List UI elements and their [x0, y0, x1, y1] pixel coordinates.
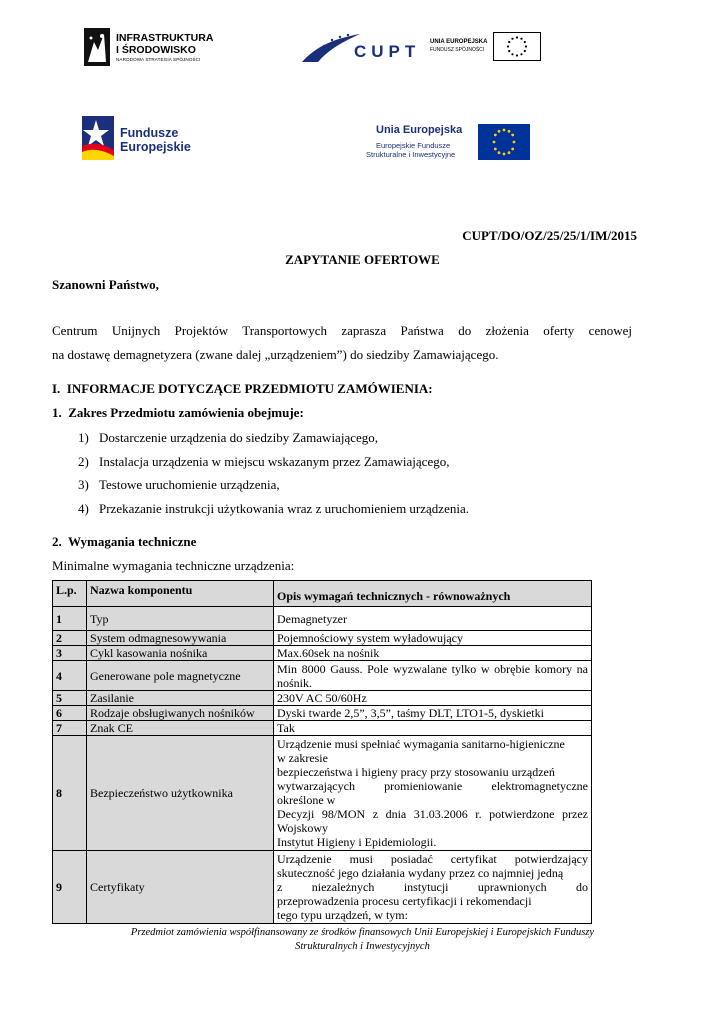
- desc-line: z niezależnych instytucji uprawnionych do: [277, 880, 588, 894]
- list-item-number: 2): [78, 453, 89, 469]
- row-desc: Min 8000 Gauss. Pole wyzwalane tylko w obrębie komory na nośnik.: [274, 661, 592, 691]
- logo-cupt: [302, 30, 421, 64]
- logo-unia-europejska: [366, 122, 534, 162]
- desc-line: określone w: [277, 793, 336, 807]
- table-row: [53, 706, 592, 721]
- list-item: [78, 452, 469, 476]
- row-lp: 5: [53, 691, 87, 706]
- table-row: [53, 607, 592, 631]
- desc-line: wytwarzających promieniowanie elektromagnetyczne: [277, 779, 588, 793]
- table-row: [53, 721, 592, 736]
- row-name: Znak CE: [87, 721, 274, 736]
- cupt-wordmark: CUPT: [354, 42, 421, 61]
- row-lp: 4: [53, 661, 87, 691]
- table-row: [53, 691, 592, 706]
- row-desc: [274, 736, 592, 851]
- row-desc: Pojemnościowy system wyładowujący: [274, 631, 592, 646]
- row-desc: Tak: [274, 721, 592, 736]
- row-lp: 7: [53, 721, 87, 736]
- section-1-heading: I. INFORMACJE DOTYCZĄCE PRZEDMIOTU ZAMÓWIENIA:: [52, 381, 433, 396]
- logo-ue-fundusz-spojnosci: [430, 32, 542, 60]
- list-item-number: 3): [78, 477, 89, 492]
- scope-list: [78, 428, 469, 522]
- row-desc: Dyski twarde 2,5”, 3,5”, taśmy DLT, LTO1-5, dyskietki: [274, 706, 592, 721]
- ue-large-line2: Europejskie Fundusze: [376, 141, 451, 150]
- row-name: Cykl kasowania nośnika: [87, 646, 274, 661]
- list-item-text: Testowe uruchomienie urządzenia,: [99, 477, 280, 492]
- footer: [100, 926, 625, 954]
- intro-line-1: Centrum Unijnych Projektów Transportowych zaprasza Państwa do złożenia oferty cenowej: [52, 323, 632, 338]
- cupt-swoosh-icon: [302, 30, 362, 64]
- row-name: Bezpieczeństwo użytkownika: [87, 736, 274, 851]
- header-lp: L.p.: [53, 581, 87, 607]
- row-lp: 1: [53, 607, 87, 631]
- table-row: [53, 646, 592, 661]
- row-lp: 9: [53, 851, 87, 924]
- footer-line-2: Strukturalnych i Inwestycyjnych: [295, 941, 430, 952]
- footer-line-1: Przedmiot zamówienia współfinansowany ze środków finansowych Unii Europejskiej i Europejskich Funduszy: [130, 927, 595, 938]
- row-name: Certyfikaty: [87, 851, 274, 924]
- table-header-row: [53, 581, 592, 607]
- row-name: Rodzaje obsługiwanych nośników: [87, 706, 274, 721]
- list-item-number: 4): [78, 500, 89, 516]
- section-2-subtitle: Minimalne wymagania techniczne urządzenia:: [52, 558, 295, 573]
- row-name: Zasilanie: [87, 691, 274, 706]
- desc-line: Decyzji 98/MON z dnia 31.03.2006 r. potwierdzone przez: [277, 807, 588, 821]
- list-item: [78, 475, 469, 499]
- logo-fundusze-europejskie: [82, 116, 202, 160]
- ue-large-line1: Unia Europejska: [376, 124, 463, 136]
- ue-small-line1: UNIA EUROPEJSKA: [430, 39, 488, 45]
- row-name: Typ: [87, 607, 274, 631]
- desc-line: w zakresie: [277, 751, 328, 765]
- list-item: [78, 428, 469, 452]
- infrastruktura-line1: INFRASTRUKTURA: [116, 32, 214, 44]
- intro-line-2: na dostawę demagnetyzera (zwane dalej „urządzeniem”) do siedziby Zamawiającego.: [52, 347, 499, 362]
- ue-large-line3: Strukturalne i Inwestycyjne: [366, 150, 456, 159]
- infrastruktura-line3: NARODOWA STRATEGIA SPÓJNOŚCI: [116, 57, 201, 62]
- fundusze-line2: Europejskie: [120, 140, 191, 154]
- table-row: [53, 851, 592, 924]
- list-item-number: 1): [78, 430, 89, 445]
- desc-line: Wojskowy: [277, 821, 329, 835]
- infrastruktura-line2: I ŚRODOWISKO: [116, 44, 196, 56]
- row-desc: Demagnetyzer: [274, 607, 592, 631]
- row-lp: 3: [53, 646, 87, 661]
- table-row: [53, 736, 592, 851]
- row-lp: 6: [53, 706, 87, 721]
- document-title: ZAPYTANIE OFERTOWE: [285, 252, 440, 267]
- infrastruktura-emblem-icon: [84, 28, 110, 66]
- header-desc: Opis wymagań technicznych - równoważnych: [274, 581, 592, 607]
- table-row: [53, 631, 592, 646]
- greeting: Szanowni Państwo,: [52, 277, 159, 292]
- list-item-text: Przekazanie instrukcji użytkowania wraz z uruchomieniem urządzenia.: [99, 500, 469, 516]
- fundusze-line1: Fundusze: [120, 126, 179, 140]
- document-reference: CUPT/DO/OZ/25/25/1/IM/2015: [462, 228, 637, 243]
- intro-paragraph: [52, 319, 632, 367]
- row-lp: 2: [53, 631, 87, 646]
- list-item: [78, 499, 469, 523]
- section-1-1-heading: 1. Zakres Przedmiotu zamówienia obejmuje:: [52, 405, 304, 420]
- desc-line: Urządzenie musi posiadać certyfikat potwierdzający: [277, 852, 588, 866]
- desc-line: skuteczność jego działania wydany przez co najmniej jedną: [277, 866, 564, 880]
- section-2-heading: 2. Wymagania techniczne: [52, 534, 197, 549]
- header-name: Nazwa komponentu: [87, 581, 274, 607]
- list-item-text: Instalacja urządzenia w miejscu wskazanym przez Zamawiającego,: [99, 453, 450, 469]
- list-item-text: Dostarczenie urządzenia do siedziby Zamawiającego,: [99, 430, 378, 445]
- row-desc: 230V AC 50/60Hz: [274, 691, 592, 706]
- desc-line: przeprowadzenia procesu certyfikacji i rekomendacji: [277, 894, 532, 908]
- logo-infrastruktura: [84, 28, 214, 68]
- row-desc: Max.60sek na nośnik: [274, 646, 592, 661]
- spec-table: [52, 580, 592, 924]
- fundusze-star-icon: [82, 116, 114, 160]
- table-row: [53, 661, 592, 691]
- desc-line: Instytut Higieny i Epidemiologii.: [277, 835, 437, 849]
- row-name: Generowane pole magnetyczne: [87, 661, 274, 691]
- ue-small-line2: FUNDUSZ SPÓJNOŚCI: [430, 47, 485, 53]
- desc-line: tego typu urządzeń, w tym:: [277, 908, 408, 922]
- row-lp: 8: [53, 736, 87, 851]
- row-name: System odmagnesowywania: [87, 631, 274, 646]
- desc-line: bezpieczeństwa i higieny pracy przy stosowaniu urządzeń: [277, 765, 555, 779]
- eu-flag-outline-icon: [493, 32, 541, 61]
- eu-flag-icon: [478, 124, 530, 160]
- row-desc: [274, 851, 592, 924]
- desc-line: Urządzenie musi spełniać wymagania sanitarno-higieniczne: [277, 737, 565, 751]
